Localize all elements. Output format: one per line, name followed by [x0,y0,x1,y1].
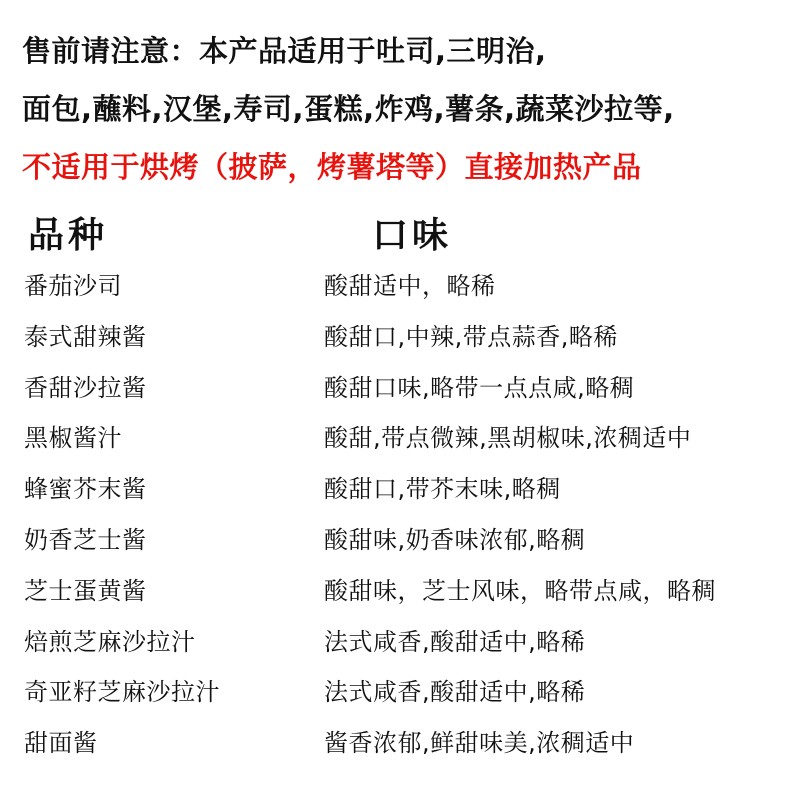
variety-cell: 香甜沙拉酱 [24,373,147,402]
variety-cell: 蜂蜜芥末酱 [24,475,147,504]
variety-cell: 泰式甜辣酱 [24,322,147,351]
table-row [0,313,800,364]
notice-line-warning: 不适用于烘烤（披萨，烤薯塔等）直接加热产品 [22,150,642,184]
variety-cell: 甜面酱 [24,729,98,758]
table-row [0,516,800,567]
flavor-cell: 酸甜味,奶香味浓郁,略稠 [324,525,586,554]
table-row [0,414,800,465]
table-row [0,719,800,770]
table-header [0,207,800,257]
flavor-cell: 法式咸香,酸甜适中,略稀 [324,627,586,656]
variety-cell: 焙煎芝麻沙拉汁 [24,627,196,656]
flavor-cell: 酸甜味，芝士风味，略带点咸，略稠 [324,576,716,605]
flavor-cell: 酱香浓郁,鲜甜味美,浓稠适中 [324,729,635,758]
table-row [0,567,800,618]
table-row [0,465,800,516]
variety-cell: 番茄沙司 [24,272,122,300]
flavor-cell: 酸甜,带点微辣,黑胡椒味,浓稠适中 [324,424,692,453]
variety-cell: 奇亚籽芝麻沙拉汁 [24,678,220,707]
variety-cell: 芝士蛋黄酱 [24,576,147,605]
notice-line-foods: 面包,蘸料,汉堡,寿司,蛋糕,炸鸡,薯条,蔬菜沙拉等, [22,92,675,126]
header-variety: 品种 [28,215,109,256]
table-row [0,364,800,415]
notice-line-usage: 售前请注意：本产品适用于吐司,三明治, [22,34,547,68]
header-flavor: 口味 [372,215,453,256]
pre-sale-notice [22,22,792,196]
table-row [0,618,800,669]
flavor-cell: 酸甜口味,略带一点点咸,略稠 [324,373,635,402]
flavor-cell: 法式咸香,酸甜适中,略稀 [324,678,586,707]
variety-cell: 黑椒酱汁 [24,424,122,453]
product-table [0,262,800,770]
table-row [0,262,800,313]
flavor-cell: 酸甜适中，略稀 [324,272,496,300]
table-row [0,668,800,719]
flavor-cell: 酸甜口,带芥末味,略稠 [324,475,561,504]
flavor-cell: 酸甜口,中辣,带点蒜香,略稀 [324,322,618,351]
variety-cell: 奶香芝士酱 [24,525,147,554]
